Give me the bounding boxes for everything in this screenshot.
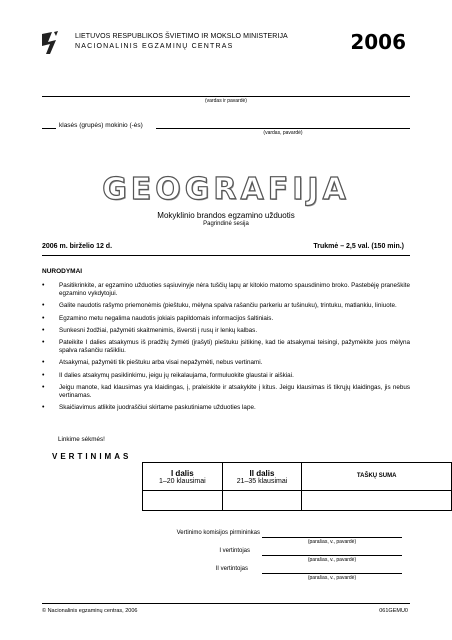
part2-score-cell[interactable] [222, 491, 302, 511]
instruction-item: • Sunkesni žodžiai, pažymėti skaitmenimis, išversti į rusų ir lenkų kalbas. [42, 327, 410, 335]
part1-score-cell[interactable] [143, 491, 223, 511]
evaluator2-signature-line[interactable] [262, 573, 402, 574]
instruction-item: • II dalies atsakymų pasiklinkimu, jeigu jų reikalaujama, formuluokite glaustai ir aiškiai. [42, 372, 410, 380]
exam-session: Pagrindinė sesija [203, 221, 249, 227]
student-name-line[interactable] [156, 128, 410, 129]
copyright-text: © Nacionalinis egzaminų centras, 2006 [42, 608, 138, 614]
exam-date: 2006 m. birželio 12 d. [42, 243, 113, 250]
instruction-item: • Skaičiavimus atlikite juodraščiui skirtame paskutiniame užduoties lape. [42, 404, 410, 412]
part1-header [143, 463, 223, 491]
name-caption: (vardas ir pavardė) [205, 98, 247, 104]
exam-subtitle: Mokyklinio brandos egzamino užduotis [157, 211, 295, 220]
instruction-item: • Jeigu manote, kad klausimas yra klaidingas, į, praleiskite ir atsakykite į kitus. Jeigu klausimas iš tikrųjų klaidingas, jis nebus vertinamas. [42, 384, 410, 400]
chair-signature-line[interactable] [262, 537, 402, 538]
center-name: NACIONALINIS EGZAMINŲ CENTRAS [75, 43, 234, 50]
footer-divider [42, 603, 410, 604]
evaluator1-label: I vertintojas [219, 548, 250, 554]
grading-table [142, 462, 452, 511]
class-label: klasės (grupės) mokinio (-ės) [59, 122, 143, 129]
exam-year: 2006 [350, 30, 406, 54]
part2-title: II dalis [249, 468, 275, 478]
grading-heading: VERTINIMAS [52, 452, 132, 461]
instructions-heading: NURODYMAI [42, 268, 83, 275]
instruction-item: • Pasitikrinkite, ar egzamino užduoties sąsiuvinyje nėra tuščių lapų ar kitokio matomo spausdinimo broko. Pastebėję praneškite egzamino vykdytojui. [42, 282, 410, 298]
instruction-item: • Galite naudotis rašymo priemonėmis (pieštuku, mėlyna spalva rašančiu parkeriu ar tušinuku), trintuku, matlankiu, liniuote. [42, 302, 410, 310]
part2-header [222, 463, 302, 491]
evaluator1-signature-line[interactable] [262, 555, 402, 556]
name-line[interactable] [42, 96, 410, 97]
evaluator2-label: II vertintojas [215, 566, 248, 572]
points-sum-header: TAŠKŲ SUMA [302, 463, 452, 491]
class-number-line[interactable] [42, 128, 56, 129]
ministry-name: LIETUVOS RESPUBLIKOS ŠVIETIMO IR MOKSLO MINISTERIJA [75, 33, 288, 40]
document-code: 061GEMU0 [379, 608, 408, 614]
instruction-item: • Egzamino metu negalima naudotis jokiais papildomais informacijos šaltiniais. [42, 315, 410, 323]
chair-caption: (parašas, v., pavardė) [307, 539, 357, 545]
student-name-caption: (vardas, pavardė) [263, 130, 303, 136]
instruction-item: • Pateikite I dalies atsakymus iš pradžių žymėti (įrašyti) pieštuku įsitikinę, kad tie atsakymai teisingi, pažymėkite juos mėlyna spalva rašančiu rašikliu. [42, 339, 410, 355]
good-luck-text: Linkime sėkmės! [58, 436, 105, 443]
divider [42, 255, 410, 256]
chair-label: Vertinimo komisijos pirmininkas [176, 530, 260, 536]
instructions-list [42, 282, 410, 417]
evaluator2-caption: (parašas, v., pavardė) [307, 575, 357, 581]
instruction-item: • Atsakymai, pažymėti tik pieštuku arba visai nepažymėti, nebus vertinami. [42, 359, 410, 367]
part1-range: 1–20 klausimai [158, 477, 206, 485]
nec-logo-icon [38, 30, 60, 56]
sum-score-cell[interactable] [302, 491, 452, 511]
evaluator1-caption: (parašas, v., pavardė) [307, 557, 357, 563]
part2-range: 21–35 klausimai [236, 477, 288, 485]
exam-duration: Trukmė – 2,5 val. (150 min.) [313, 243, 404, 250]
part1-title: I dalis [170, 468, 194, 478]
exam-title: GEOGRAFIJA [102, 172, 350, 207]
